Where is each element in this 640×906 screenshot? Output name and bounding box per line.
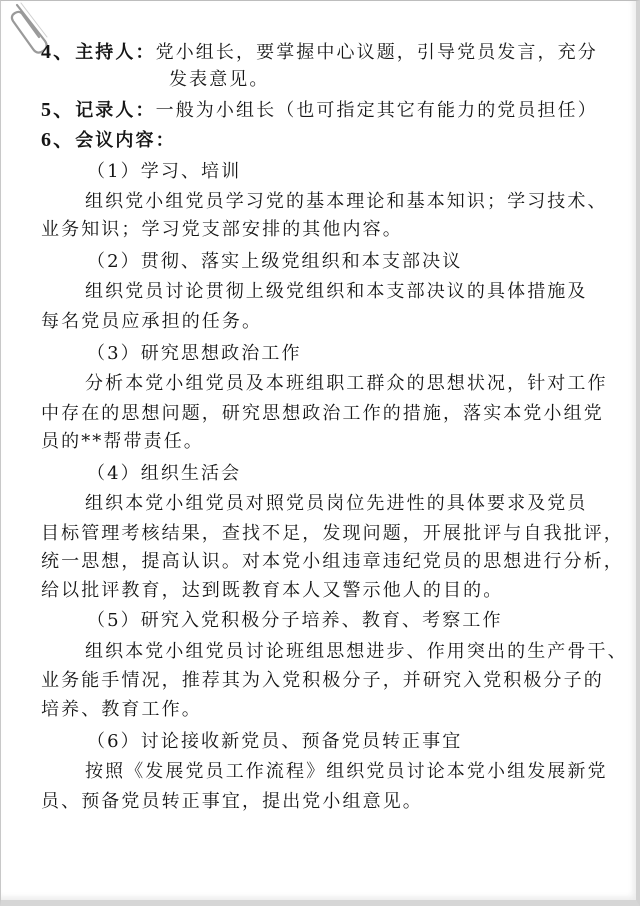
item-5 [41, 97, 598, 124]
section-line: 组织党员讨论贯彻上级党组织和本支部决议的具体措施及 [85, 281, 588, 302]
section-heading: （4）组织生活会 [87, 463, 242, 484]
section-line: 组织本党小组党员讨论班组思想进步、作用突出的生产骨干、 [85, 641, 628, 662]
item-6 [41, 127, 176, 154]
section-heading: （1）学习、培训 [87, 161, 242, 182]
item-label: 主持人： [75, 42, 156, 63]
item-text: 一般为小组长（也可指定其它有能力的党员担任） [155, 100, 598, 121]
section-heading: （2）贯彻、落实上级党组织和本支部决议 [87, 251, 463, 272]
section-line: 按照《发展党员工作流程》组织党员讨论本党小组发展新党 [85, 761, 608, 782]
section-line: 中存在的思想问题，研究思想政治工作的措施，落实本党小组党 [41, 403, 604, 424]
item-number: 5、 [41, 99, 76, 121]
section-line: 员的**帮带责任。 [41, 431, 204, 452]
item-label: 会议内容： [75, 130, 176, 151]
section-line: 组织党小组党员学习党的基本理论和基本知识；学习技术、 [85, 191, 608, 212]
item-text: 党小组长，要掌握中心议题，引导党员发言，充分 [155, 42, 598, 63]
section-line: 业务能手情况，推荐其为入党积极分子，并研究入党积极分子的 [41, 670, 604, 691]
section-line: 每名党员应承担的任务。 [41, 311, 263, 332]
section-line: 业务知识；学习党支部安排的其他内容。 [41, 219, 403, 240]
item-number: 6、 [41, 129, 76, 151]
section-line: 培养、教育工作。 [41, 699, 202, 720]
item-number: 4、 [41, 41, 76, 63]
section-line: 给以批评教育，达到既教育本人又警示他人的目的。 [41, 580, 504, 601]
section-line: 员、预备党员转正事宜，提出党小组意见。 [41, 791, 423, 812]
item-4-continuation: 发表意见。 [169, 69, 270, 90]
section-heading: （6）讨论接收新党员、预备党员转正事宜 [87, 731, 463, 752]
item-4 [41, 39, 598, 66]
section-line: 组织本党小组党员对照党员岗位先进性的具体要求及党员 [85, 493, 588, 514]
section-heading: （3）研究思想政治工作 [87, 343, 302, 364]
section-line: 目标管理考核结果，查找不足，发现问题，开展批评与自我批评， [41, 523, 624, 544]
section-line: 统一思想，提高认识。对本党小组违章违纪党员的思想进行分析， [41, 551, 624, 572]
item-label: 记录人： [75, 100, 156, 121]
section-heading: （5）研究入党积极分子培养、教育、考察工作 [87, 610, 503, 631]
section-line: 分析本党小组党员及本班组职工群众的思想状况，针对工作 [85, 373, 608, 394]
